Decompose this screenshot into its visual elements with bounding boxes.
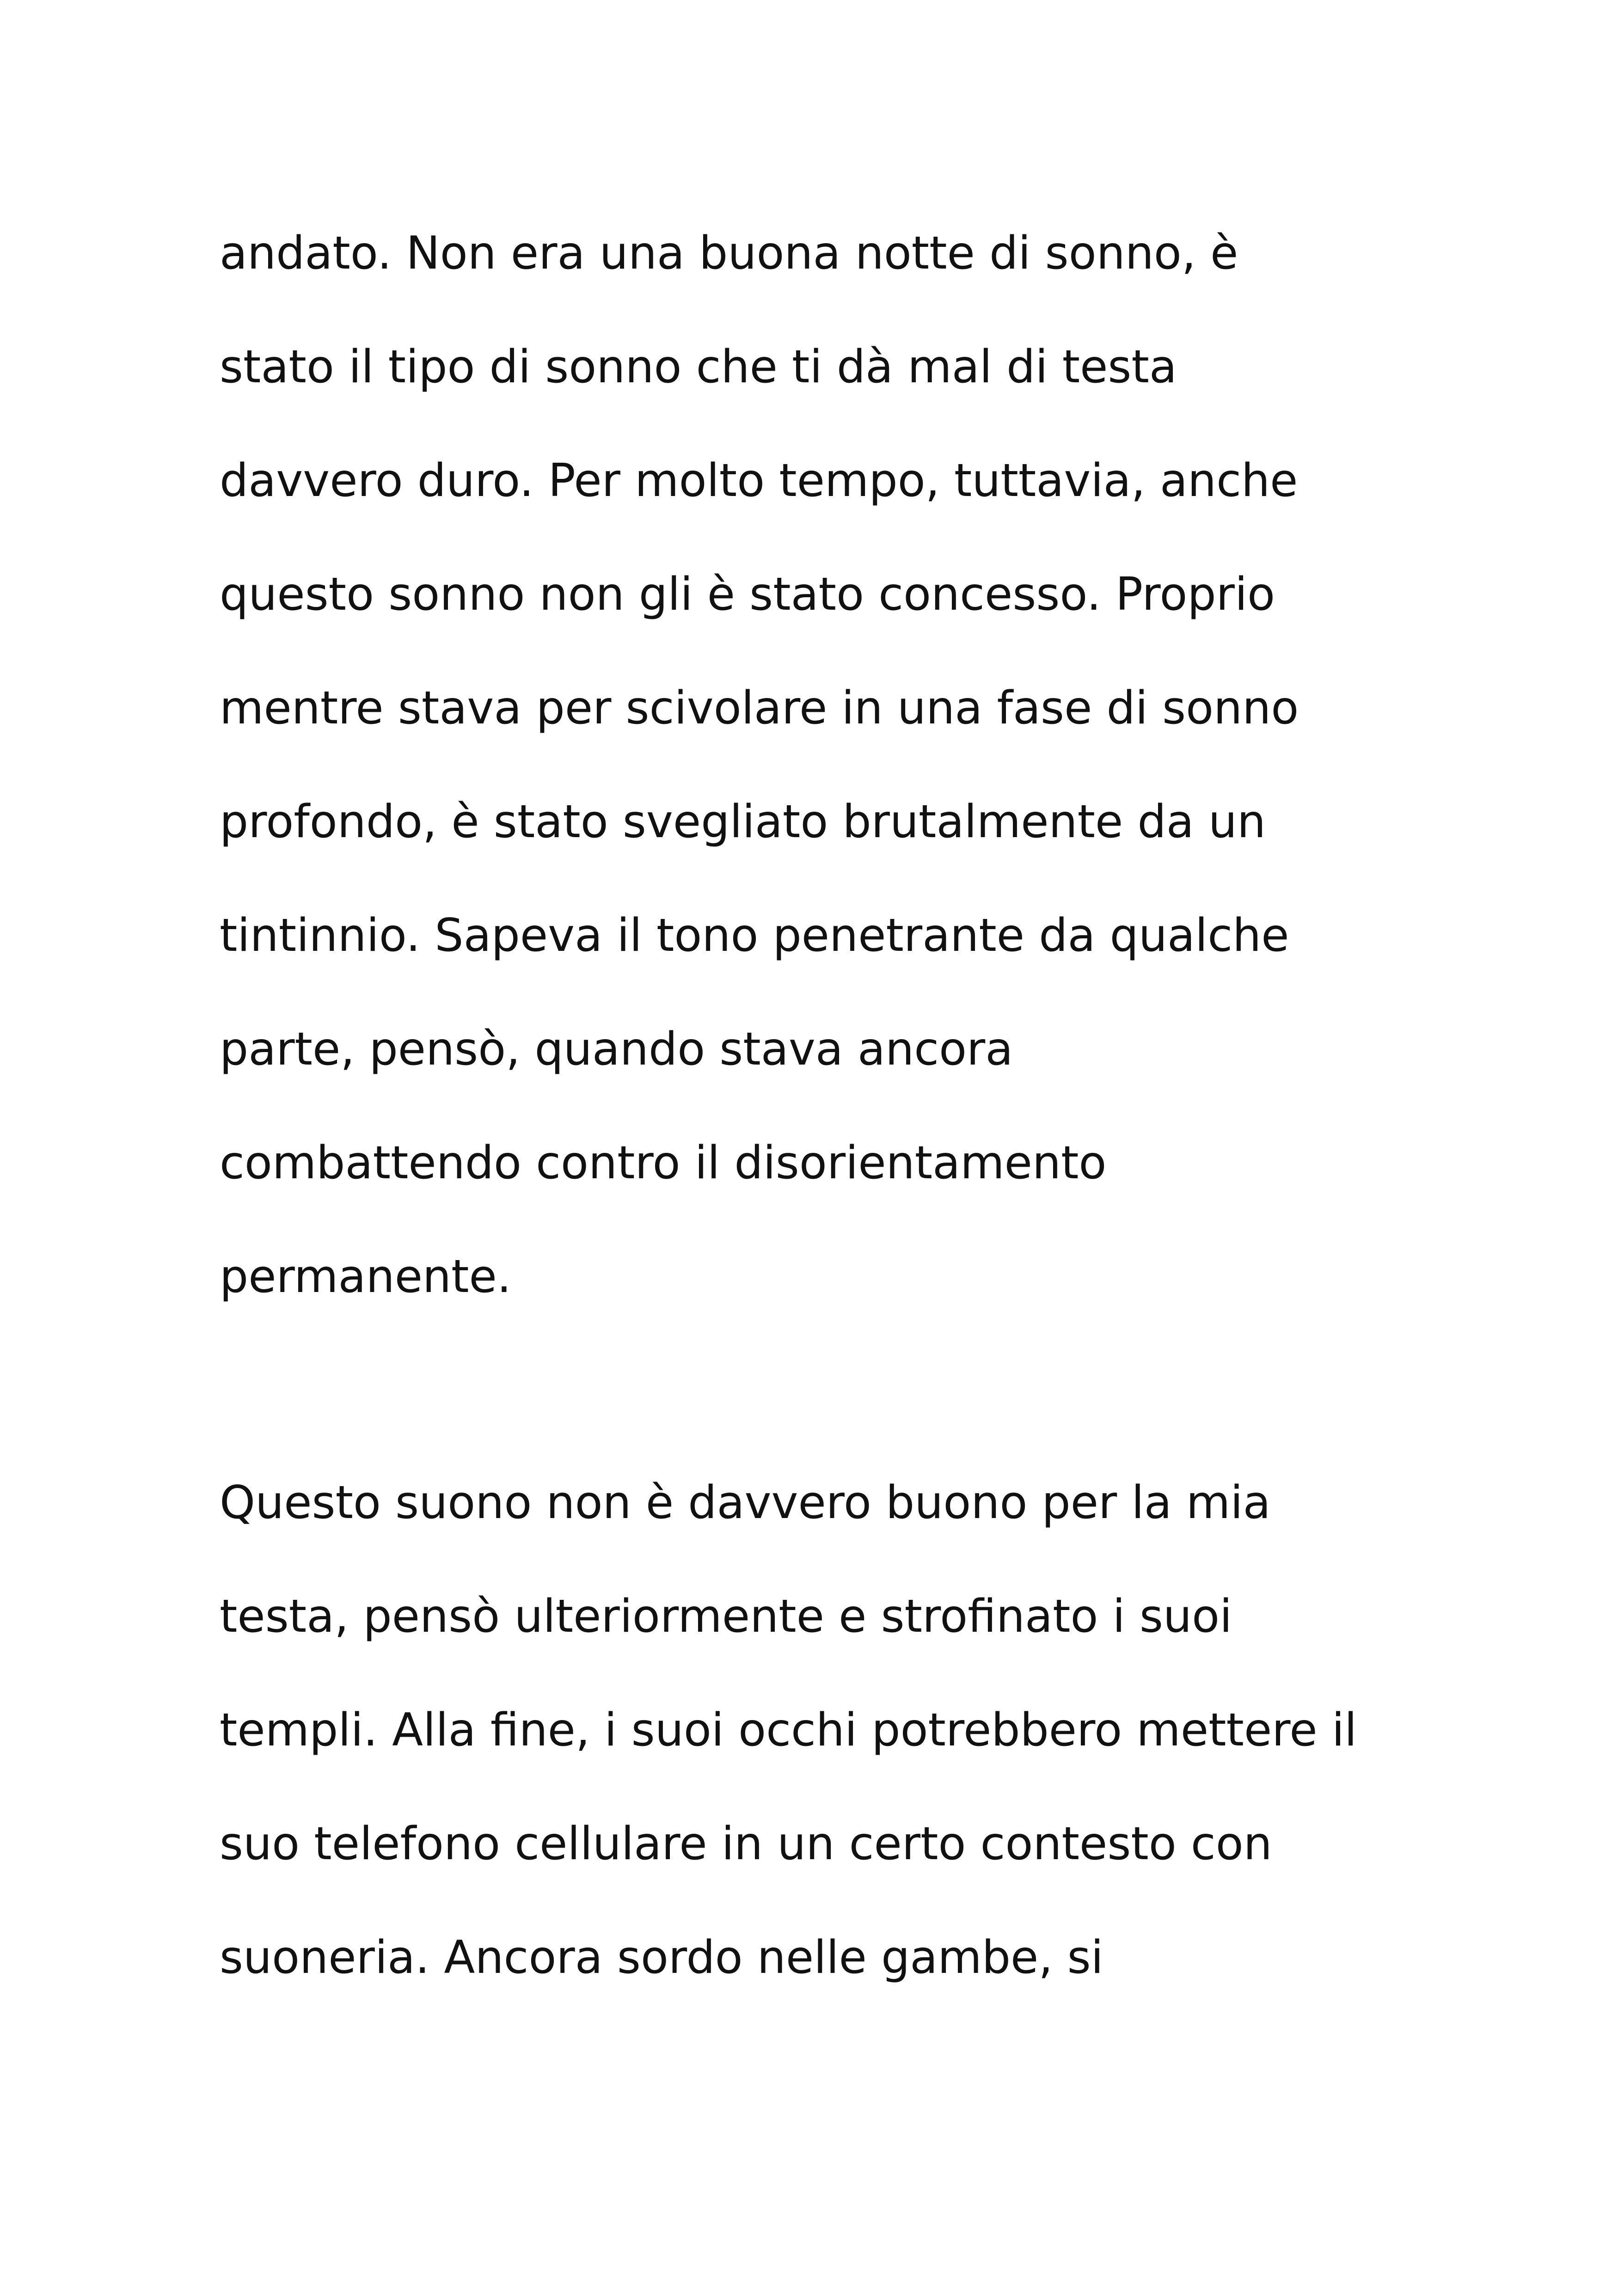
text-line: andato. Non era una buona notte di sonno, è [220,227,1238,280]
text-line: suo telefono cellulare in un certo contesto con [220,1818,1272,1870]
text-line: combattendo contro il disorientamento [220,1137,1107,1189]
text-line: templi. Alla fine, i suoi occhi potrebbero mettere il [220,1704,1357,1757]
text-line: profondo, è stato svegliato brutalmente da un [220,796,1266,848]
text-line: mentre stava per scivolare in una fase di sonno [220,682,1299,735]
text-line: testa, pensò ulteriormente e strofinato i suoi [220,1590,1232,1643]
text-line: questo sonno non gli è stato concesso. Proprio [220,568,1275,621]
text-line: suoneria. Ancora sordo nelle gambe, si [220,1931,1103,1984]
text-line: Questo suono non è davvero buono per la mia [220,1476,1271,1529]
text-line: davvero duro. Per molto tempo, tuttavia, anche [220,454,1298,507]
paragraph-2 [220,1470,1445,2039]
text-line: permanente. [220,1250,511,1303]
text-line: parte, pensò, quando stava ancora [220,1023,1013,1076]
text-line: stato il tipo di sonno che ti dà mal di testa [220,341,1177,393]
text-line: tintinnio. Sapeva il tono penetrante da qualche [220,909,1289,962]
paragraph-1 [220,221,1445,1358]
